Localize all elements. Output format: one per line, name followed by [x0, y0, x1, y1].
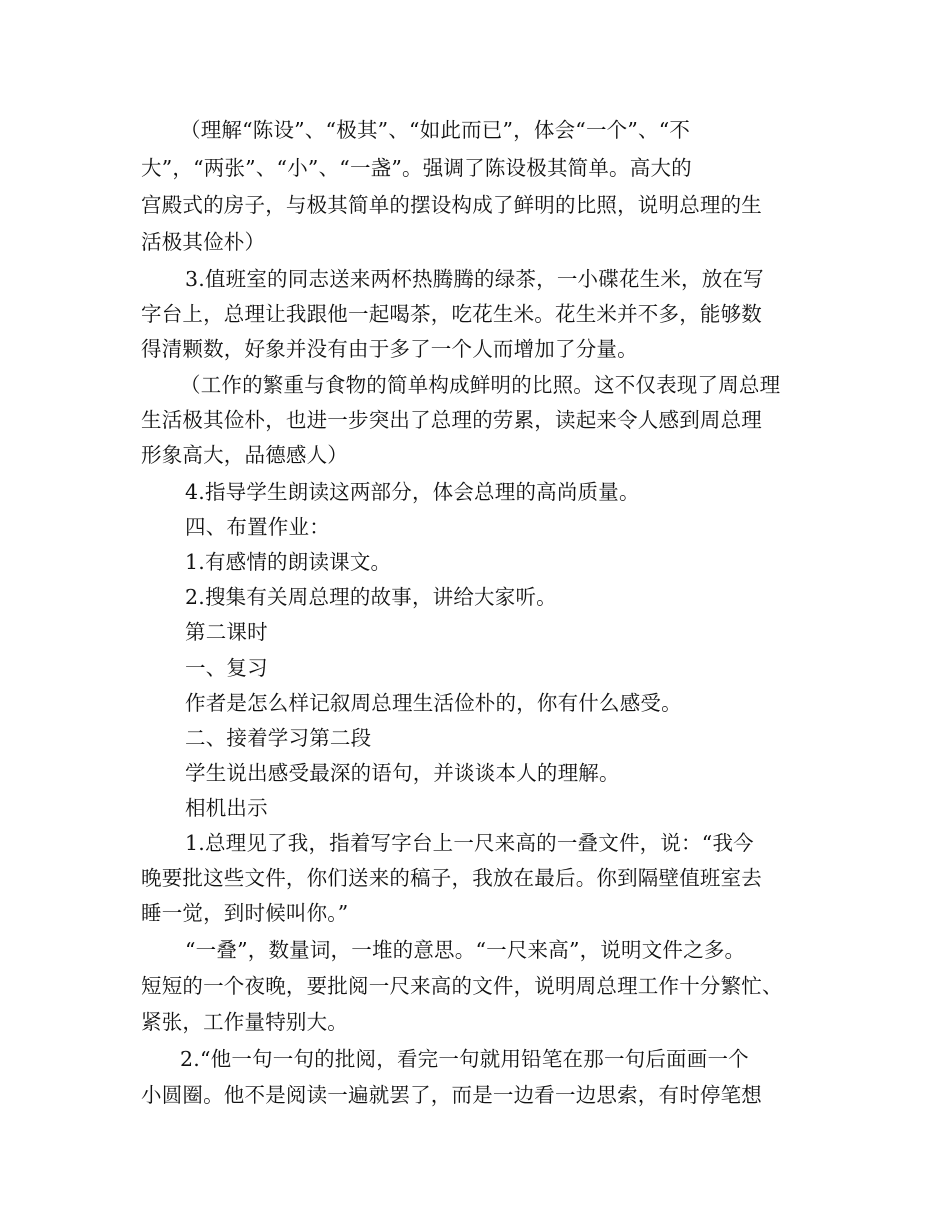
text-line: 紧张，工作量特别大。: [141, 1010, 348, 1034]
text-line: 小圆圈。他不是阅读一遍就罢了，而是一边看一边思索，有时停笔想: [141, 1083, 762, 1107]
text-line: 晚要批这些文件，你们送来的稿子，我放在最后。你到隔壁值班室去: [141, 866, 762, 890]
text-line: 学生说出感受最深的语句，并谈谈本人的理解。: [185, 761, 620, 785]
text-line: 形象高大，品德感人）: [141, 443, 348, 467]
text-line: 3.值班室的同志送来两杯热腾腾的绿茶，一小碟花生米，放在写: [185, 267, 764, 291]
section-heading: 四、布置作业：: [185, 515, 330, 539]
text-line: （理解“陈设”、“极其”、“如此而已”，体会“一个”、“不: [180, 118, 691, 142]
text-line: 1.总理见了我，指着写字台上一尺来高的一叠文件，说：“我今: [185, 831, 754, 855]
text-line: （工作的繁重与食物的简单构成鲜明的比照。这不仅表现了周总理: [180, 373, 781, 397]
section-heading: 二、接着学习第二段: [185, 726, 372, 750]
text-line: 2.搜集有关周总理的故事，讲给大家听。: [185, 585, 557, 609]
text-line: 活极其俭朴）: [141, 230, 266, 254]
lesson-heading: 第二课时: [185, 620, 268, 644]
text-line: 短短的一个夜晚，要批阅一尺来高的文件，说明周总理工作十分繁忙、: [141, 974, 783, 998]
text-line: 宫殿式的房子，与极其简单的摆设构成了鲜明的比照，说明总理的生: [141, 193, 762, 217]
text-line: 4.指导学生朗读这两部分，体会总理的高尚质量。: [185, 480, 640, 504]
text-line: 作者是怎么样记叙周总理生活俭朴的，你有什么感受。: [185, 691, 682, 715]
section-heading: 一、复习: [185, 656, 268, 680]
text-line: 1.有感情的朗读课文。: [185, 550, 392, 574]
text-line: “一叠”，数量词，一堆的意思。“一尺来高”，说明文件之多。: [185, 938, 746, 962]
text-line: 睡一觉，到时候叫你。”: [141, 901, 349, 925]
text-line: 字台上，总理让我跟他一起喝茶，吃花生米。花生米并不多，能够数: [141, 302, 762, 326]
text-line: 相机出示: [185, 796, 268, 820]
text-line: 2.“他一句一句的批阅，看完一句就用铅笔在那一句后面画一个: [180, 1047, 749, 1071]
text-line: 得清颗数，好象并没有由于多了一个人而增加了分量。: [141, 337, 638, 361]
text-line: 大”，“两张”、“小”、“一盏”。强调了陈设极其简单。高大的: [141, 156, 692, 180]
text-line: 生活极其俭朴，也进一步突出了总理的劳累，读起来令人感到周总理: [141, 408, 762, 432]
